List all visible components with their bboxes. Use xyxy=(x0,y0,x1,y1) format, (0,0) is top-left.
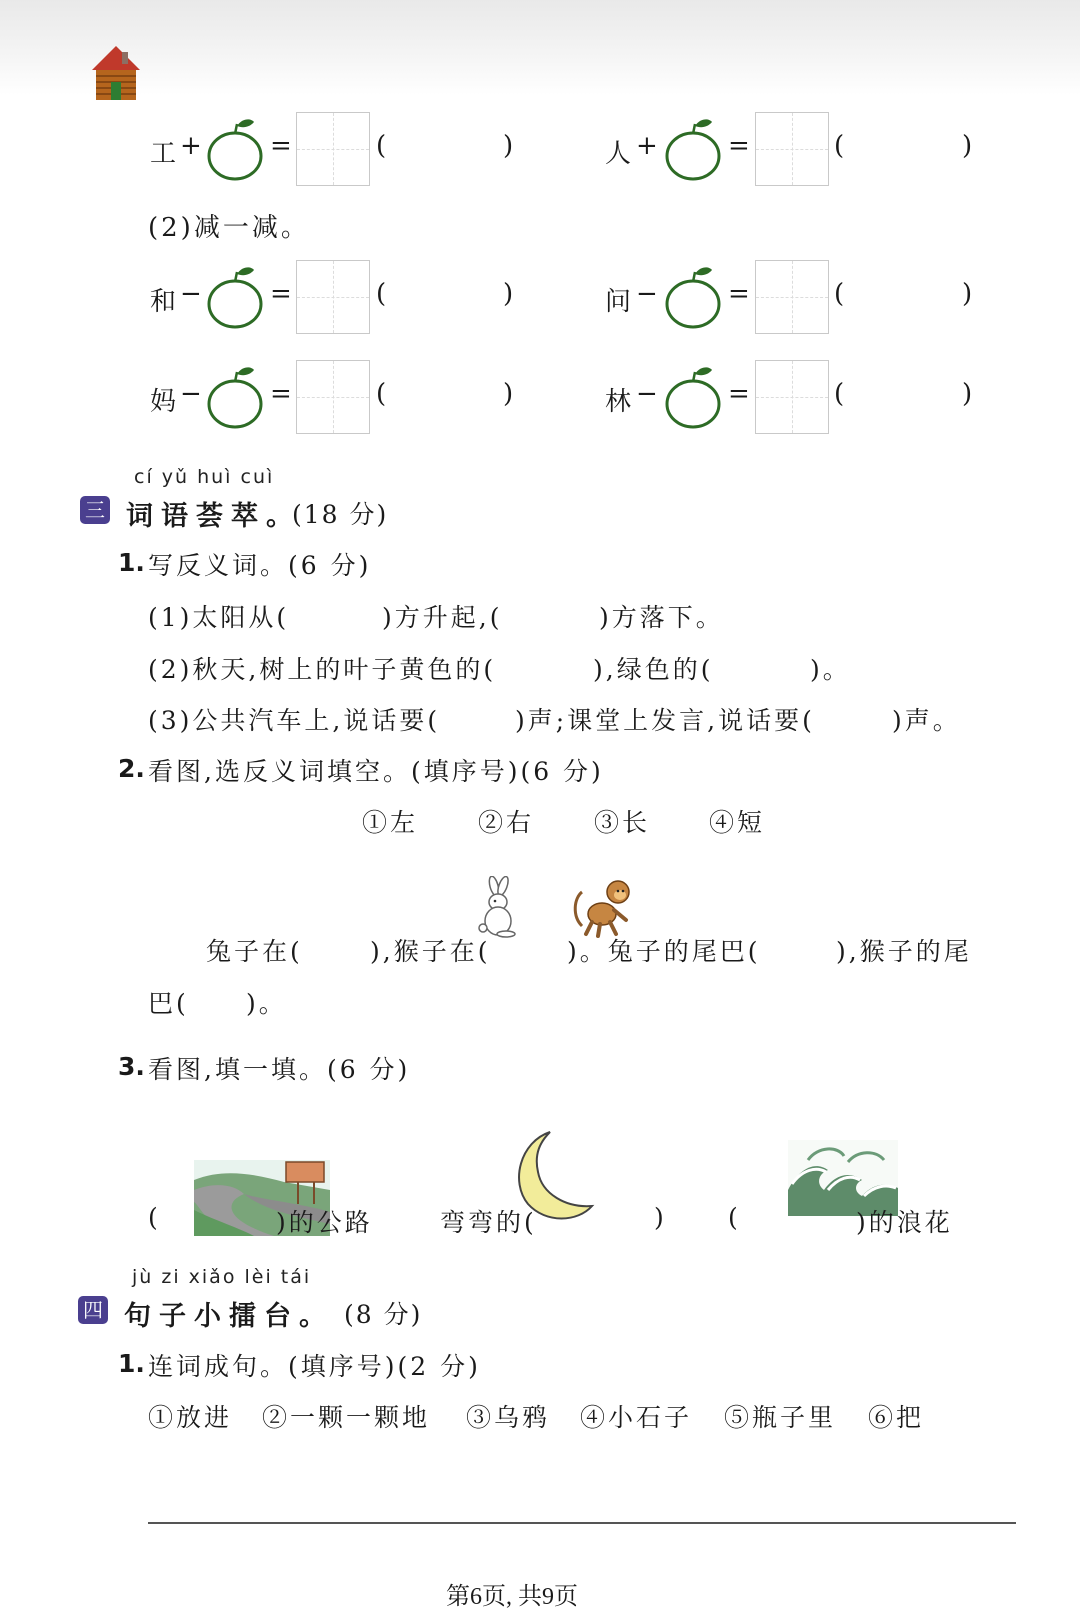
question-text: 连词成句。(填序号)(2 分) xyxy=(148,1352,481,1381)
question-number: 1. xyxy=(118,548,145,577)
section-number-badge: 三 xyxy=(80,496,110,524)
tian-grid-box[interactable] xyxy=(296,112,370,186)
q1-item-2-a: (2)秋天,树上的叶子黄色的( xyxy=(148,655,497,684)
question-text: 看图,选反义词填空。(填序号)(6 分) xyxy=(148,757,604,786)
apple-icon xyxy=(204,364,266,430)
q3-blank-3-pre: ( xyxy=(728,1203,741,1232)
answer-line[interactable] xyxy=(148,1522,1016,1524)
scan-top-band xyxy=(0,0,1080,95)
q3-blank-1-post: )的公路 xyxy=(276,1208,373,1237)
q2-line1-d: ),猴子的尾 xyxy=(836,937,972,966)
operator: − xyxy=(636,379,658,409)
char-left: 工 xyxy=(150,139,180,169)
paren-open: ( xyxy=(834,131,845,161)
char-right: 问 xyxy=(605,287,635,317)
tian-grid-box[interactable] xyxy=(296,260,370,334)
question-text: 看图,填一填。(6 分) xyxy=(148,1055,411,1084)
equals: = xyxy=(728,279,750,309)
paren-open: ( xyxy=(376,131,387,161)
apple-icon xyxy=(662,116,724,182)
q1-item-2-c: )。 xyxy=(810,655,851,684)
equals: = xyxy=(270,279,292,309)
option-1: ①左 xyxy=(362,808,419,837)
char-right: 林 xyxy=(605,387,635,417)
section-pinyin: jù zi xiǎo lèi tái xyxy=(132,1266,312,1288)
tian-grid-box[interactable] xyxy=(296,360,370,434)
q1-item-1-b: )方升起,( xyxy=(382,603,503,632)
paren-close: ) xyxy=(503,131,514,161)
q2-line2-a: 巴( xyxy=(148,989,189,1018)
paren-close: ) xyxy=(962,279,973,309)
q1-item-1-c: )方落下。 xyxy=(599,603,724,632)
tian-grid-box[interactable] xyxy=(755,260,829,334)
option-3: ③长 xyxy=(594,808,651,837)
operator: − xyxy=(636,279,658,309)
monkey-illustration xyxy=(572,876,636,938)
char-left: 和 xyxy=(150,287,180,317)
char-left: 妈 xyxy=(150,387,180,417)
section-number-badge: 四 xyxy=(78,1296,108,1324)
subtract-heading: (2)减一减。 xyxy=(148,213,310,243)
paren-close: ) xyxy=(503,379,514,409)
paren-open: ( xyxy=(376,379,387,409)
operator: − xyxy=(180,279,202,309)
tian-grid-box[interactable] xyxy=(755,112,829,186)
apple-icon xyxy=(204,116,266,182)
operator: − xyxy=(180,379,202,409)
question-number: 2. xyxy=(118,754,145,783)
q3-blank-3-post: )的浪花 xyxy=(856,1208,953,1237)
q3-blank-2-pre: 弯弯的( xyxy=(440,1208,537,1237)
word-2: ②一颗一颗地 xyxy=(262,1403,431,1432)
option-4: ④短 xyxy=(709,808,766,837)
house-icon xyxy=(90,44,142,102)
paren-close: ) xyxy=(962,131,973,161)
tian-grid-box[interactable] xyxy=(755,360,829,434)
rabbit-illustration xyxy=(470,876,526,938)
paren-open: ( xyxy=(834,379,845,409)
question-number: 3. xyxy=(118,1052,145,1081)
q2-line1-c: )。兔子的尾巴( xyxy=(567,937,761,966)
q2-line1-a: 兔子在( xyxy=(206,937,303,966)
option-2: ②右 xyxy=(478,808,535,837)
paren-close: ) xyxy=(962,379,973,409)
paren-open: ( xyxy=(834,279,845,309)
word-1: ①放进 xyxy=(148,1403,233,1432)
word-5: ⑤瓶子里 xyxy=(724,1403,837,1432)
paren-open: ( xyxy=(376,279,387,309)
word-3: ③乌鸦 xyxy=(466,1403,551,1432)
q1-item-3-c: )声。 xyxy=(892,706,961,735)
equals: = xyxy=(728,131,750,161)
section-pinyin: cí yǔ huì cuì xyxy=(134,466,275,488)
char-right: 人 xyxy=(605,139,635,169)
equals: = xyxy=(270,131,292,161)
q1-item-2-b: ),绿色的( xyxy=(593,655,714,684)
question-number: 1. xyxy=(118,1349,145,1378)
apple-icon xyxy=(662,364,724,430)
q1-item-1-a: (1)太阳从( xyxy=(148,603,290,632)
page-number: 第6页, 共9页 xyxy=(446,1584,578,1610)
word-6: ⑥把 xyxy=(868,1403,925,1432)
q3-blank-1-pre: ( xyxy=(148,1203,161,1232)
section-score: (18 分) xyxy=(292,500,389,529)
q2-line1-b: ),猴子在( xyxy=(370,937,491,966)
section-title: 句子小擂台。 xyxy=(124,1301,334,1332)
operator: + xyxy=(636,131,658,161)
word-4: ④小石子 xyxy=(580,1403,693,1432)
section-score: (8 分) xyxy=(344,1300,423,1329)
q1-item-3-b: )声;课堂上发言,说话要( xyxy=(515,706,815,735)
q3-blank-2-post: ) xyxy=(654,1203,667,1232)
apple-icon xyxy=(204,264,266,330)
operator: + xyxy=(180,131,202,161)
paren-close: ) xyxy=(503,279,514,309)
apple-icon xyxy=(662,264,724,330)
q2-line2-b: )。 xyxy=(246,989,287,1018)
equals: = xyxy=(270,379,292,409)
q1-item-3-a: (3)公共汽车上,说话要( xyxy=(148,706,441,735)
question-text: 写反义词。(6 分) xyxy=(148,551,372,580)
section-title: 词语荟萃。 xyxy=(126,501,301,532)
equals: = xyxy=(728,379,750,409)
